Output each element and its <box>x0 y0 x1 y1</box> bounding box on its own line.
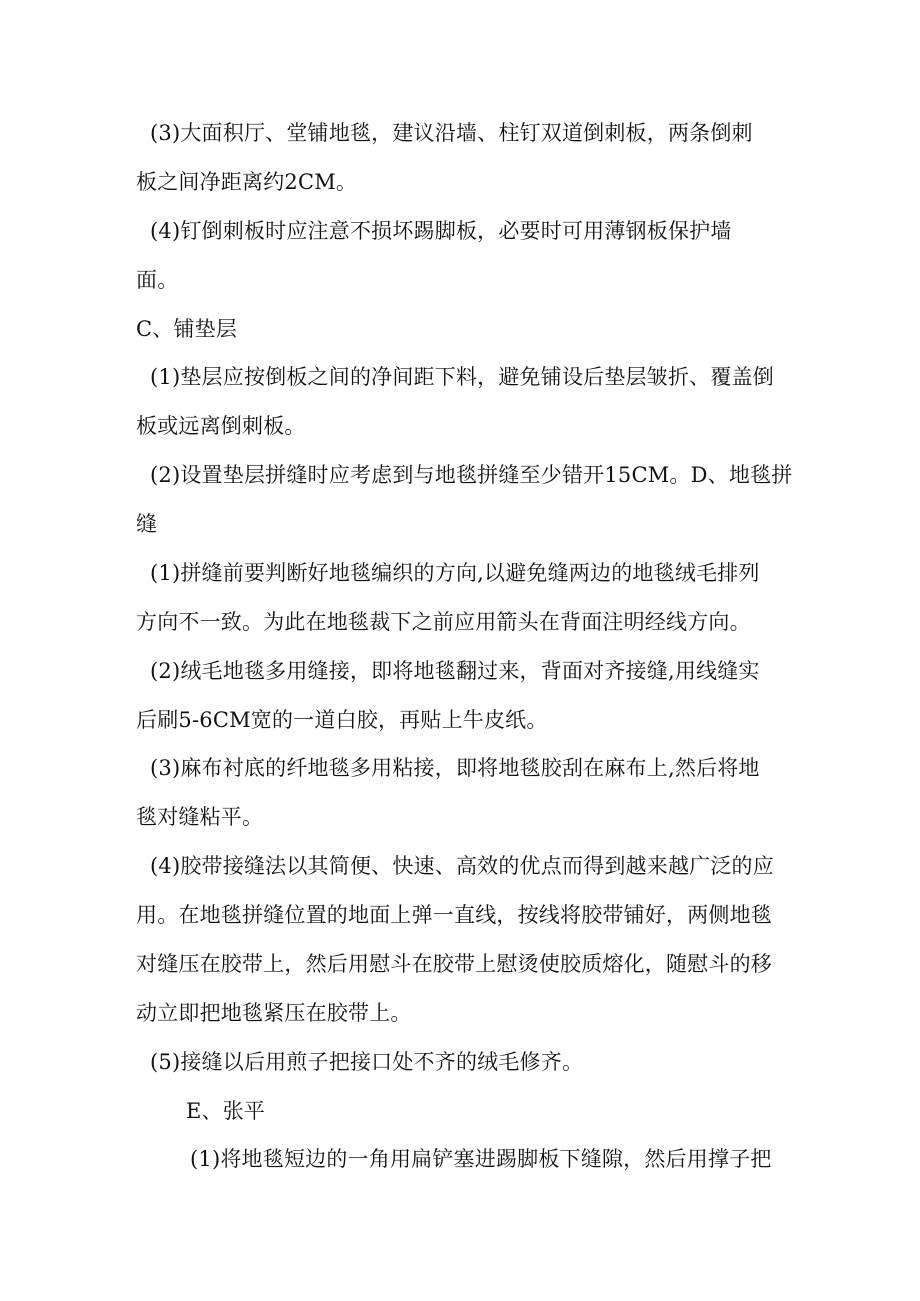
text-line: 缝 <box>136 512 158 536</box>
text-line: C、铺垫层 <box>136 317 238 341</box>
text-line: (2)绒毛地毯多用缝接，即将地毯翻过来，背面对齐接缝,用线缝实 <box>150 659 760 683</box>
text-line: E、张平 <box>186 1099 266 1123</box>
text-line: (1)垫层应按倒板之间的净间距下料，避免铺设后垫层皱折、覆盖倒 <box>150 365 774 389</box>
text-line: (3)大面积厅、堂铺地毯，建议沿墙、柱钉双道倒刺板，两条倒刺 <box>150 121 753 145</box>
text-line: (3)麻布衬底的纤地毯多用粘接，即将地毯胶刮在麻布上,然后将地 <box>150 756 760 780</box>
text-line: 动立即把地毯紧压在胶带上。 <box>136 1001 412 1025</box>
text-line: (1)将地毯短边的一角用扁铲塞进踢脚板下缝隙，然后用撑子把 <box>190 1147 772 1171</box>
text-line: 对缝压在胶带上，然后用慰斗在胶带上慰烫使胶质熔化，随慰斗的移 <box>136 952 772 976</box>
text-line: 面。 <box>136 268 179 292</box>
text-line: 后刷5-6CM宽的一道白胶，再贴上牛皮纸。 <box>136 708 548 732</box>
text-line: 用。在地毯拼缝位置的地面上弹一直线，按线将胶带铺好，两侧地毯 <box>136 903 772 927</box>
text-line: 方向不一致。为此在地毯裁下之前应用箭头在背面注明经线方向。 <box>136 610 751 634</box>
text-line: (4)钉倒刺板时应注意不损坏踢脚板，必要时可用薄钢板保护墙 <box>150 219 732 243</box>
text-line: 板或远离倒刺板。 <box>136 414 306 438</box>
text-line: (5)接缝以后用煎子把接口处不齐的绒毛修齐。 <box>150 1050 584 1074</box>
text-line: (2)设置垫层拼缝时应考虑到与地毯拼缝至少错开15CM。D、地毯拼 <box>150 463 793 487</box>
text-line: 板之间净距离约2CM。 <box>136 170 358 194</box>
text-line: (1)拼缝前要判断好地毯编织的方向,以避免缝两边的地毯绒毛排列 <box>150 561 760 585</box>
text-line: (4)胶带接缝法以其简便、快速、高效的优点而得到越来越广泛的应 <box>150 854 774 878</box>
text-line: 毯对缝粘平。 <box>136 805 264 829</box>
